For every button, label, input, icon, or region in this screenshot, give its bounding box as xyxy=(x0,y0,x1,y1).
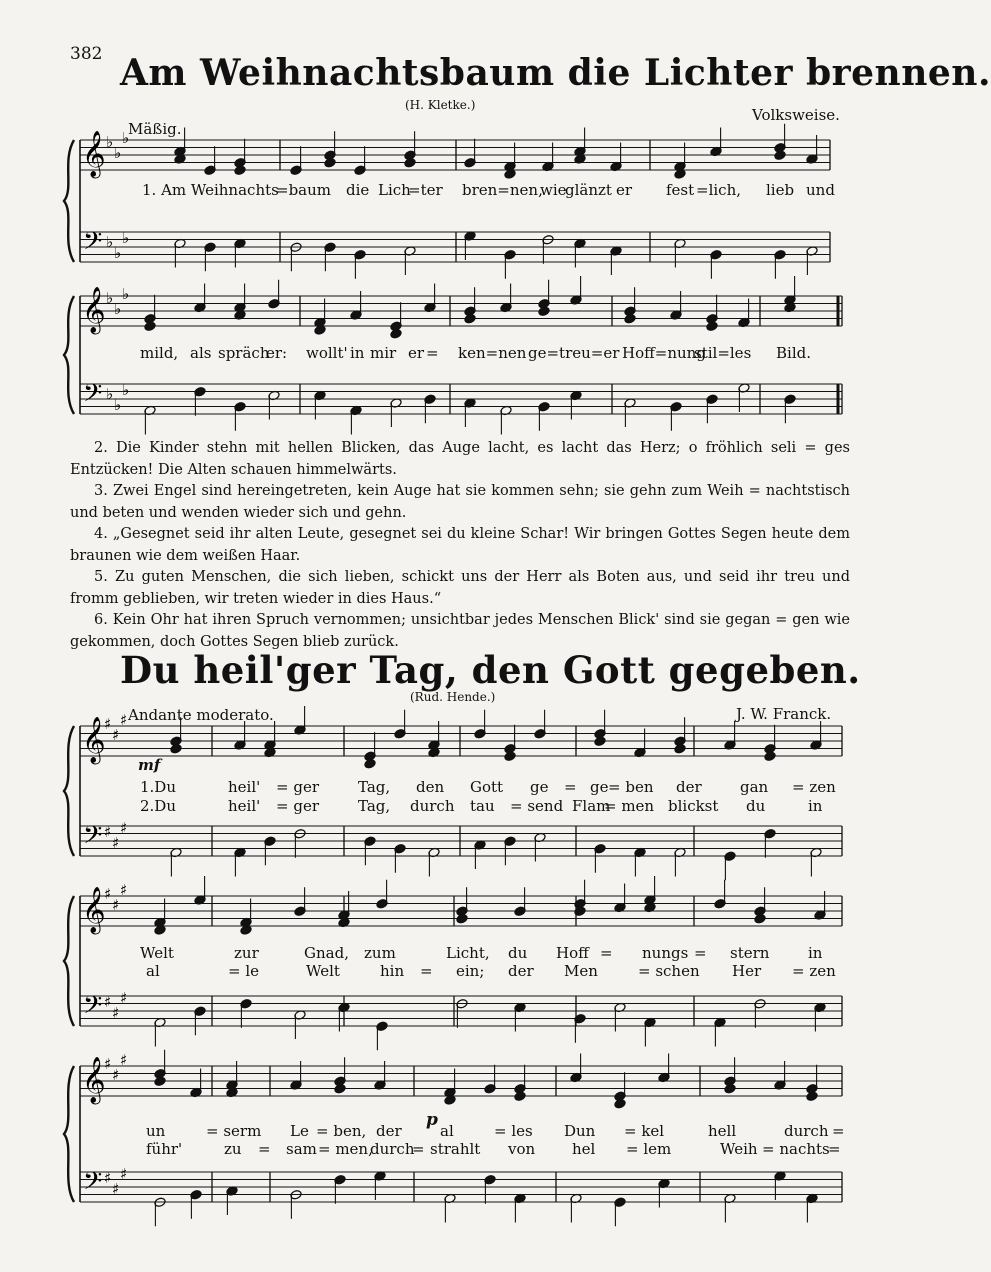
bass-clef: 𝄢 xyxy=(83,227,103,262)
lyric: zum xyxy=(364,944,396,962)
lyric: heil' xyxy=(228,797,261,815)
lyric: =lich, xyxy=(696,181,741,199)
lyric: glänzt xyxy=(565,181,612,199)
lyric: fest xyxy=(666,181,695,199)
key-signature: ♯ xyxy=(112,1180,120,1198)
note-head xyxy=(364,758,376,769)
treble-clef: 𝄞 xyxy=(82,1057,106,1103)
lyric: = xyxy=(832,1122,845,1140)
treble-clef: 𝄞 xyxy=(82,717,106,763)
lyric: ge xyxy=(590,778,609,796)
note-head xyxy=(170,743,182,754)
key-signature: ♭ xyxy=(114,244,122,262)
key-signature: ♯ xyxy=(112,896,120,914)
key-signature: ♭ xyxy=(122,129,130,147)
system-brace xyxy=(64,140,74,262)
lyric: heil' xyxy=(228,778,261,796)
note-head xyxy=(774,150,786,161)
song1-author: (H. Kletke.) xyxy=(405,98,476,112)
note-head xyxy=(334,1083,346,1094)
note-head xyxy=(456,913,468,924)
key-signature: ♯ xyxy=(112,1066,120,1084)
bass-clef: 𝄢 xyxy=(83,379,103,414)
lyric: Dun xyxy=(564,1122,596,1140)
lyric: 1.Du xyxy=(140,778,176,796)
lyric: Tag, xyxy=(358,778,391,796)
lyric: er: xyxy=(266,344,288,362)
lyric: 1. Am Weihnachts xyxy=(142,181,279,199)
lyric: hel xyxy=(572,1140,596,1158)
key-signature: ♭ xyxy=(122,381,130,399)
lyric: du xyxy=(746,797,766,815)
song2-title: Du heil'ger Tag, den Gott gegeben. xyxy=(120,648,861,692)
lyric: er xyxy=(616,181,633,199)
note-head xyxy=(514,1091,526,1102)
lyric: hin xyxy=(380,962,405,980)
lyric: der xyxy=(676,778,702,796)
lyric: stil=les xyxy=(694,344,752,362)
verse-4: 4. „Gesegnet seid ihr alten Leute, gesegnet sei du kleine Schar! Wir bringen Gottes Segen heute dem braunen wie dem weißen Haar. xyxy=(70,526,850,564)
lyric: zu xyxy=(224,1140,242,1158)
lyric: = le xyxy=(228,962,260,980)
lyric: er xyxy=(408,344,425,362)
lyric: in xyxy=(808,797,823,815)
key-signature: ♭ xyxy=(122,285,130,303)
song1-tempo: Mäßig. xyxy=(128,120,182,138)
lyric: zur xyxy=(234,944,259,962)
lyric: = xyxy=(420,962,433,980)
lyric: ken=nen xyxy=(458,344,527,362)
lyric: tau xyxy=(470,797,495,815)
song1-verses xyxy=(70,438,850,653)
bass-clef: 𝄢 xyxy=(83,991,103,1026)
key-signature: ♯ xyxy=(120,881,128,899)
lyric: sam xyxy=(286,1140,317,1158)
lyric: lieb xyxy=(766,181,795,199)
lyric: = zen xyxy=(792,778,836,796)
lyric: mild, xyxy=(140,344,179,362)
treble-clef: 𝄞 xyxy=(82,287,106,333)
lyric: in xyxy=(808,944,823,962)
lyric: = xyxy=(600,944,613,962)
lyric: = ger xyxy=(276,797,319,815)
key-signature: ♭ xyxy=(122,229,130,247)
note-head xyxy=(144,321,156,332)
key-signature: ♭ xyxy=(114,144,122,162)
song1-composer: Volksweise. xyxy=(752,106,840,124)
lyric: = les xyxy=(494,1122,533,1140)
note-head xyxy=(614,1098,626,1109)
note-head xyxy=(594,736,606,747)
key-signature: ♯ xyxy=(120,819,128,837)
lyric: bren=nen, xyxy=(462,181,543,199)
lyric: =baum xyxy=(276,181,331,199)
treble-clef: 𝄞 xyxy=(82,887,106,933)
lyric: = serm xyxy=(206,1122,262,1140)
lyric: Flam xyxy=(572,797,611,815)
note-head xyxy=(234,165,246,176)
note-head xyxy=(390,328,402,339)
lyric: Le xyxy=(290,1122,309,1140)
verse-2: 2. Die Kinder stehn mit hellen Blicken, das Auge lacht, es lacht das Herz; o fröhlich seli = ges Entzücken! Die Alten schauen himmelwärts. xyxy=(70,440,850,478)
lyric: Gott xyxy=(470,778,504,796)
lyric: = xyxy=(258,1140,271,1158)
lyric: Lich xyxy=(378,181,411,199)
note-head xyxy=(806,1091,818,1102)
lyric: ge xyxy=(530,778,549,796)
system-brace xyxy=(64,296,74,414)
lyric: in xyxy=(350,344,365,362)
lyric: = nachts xyxy=(762,1140,830,1158)
lyric: Her xyxy=(732,962,762,980)
lyric: stern xyxy=(730,944,770,962)
lyric: = ben, xyxy=(316,1122,367,1140)
key-signature: ♯ xyxy=(104,993,112,1011)
system-brace xyxy=(64,726,74,856)
key-signature: ♯ xyxy=(120,1165,128,1183)
key-signature: ♯ xyxy=(120,989,128,1007)
key-signature: ♯ xyxy=(112,726,120,744)
lyric: der xyxy=(508,962,534,980)
page-number: 382 xyxy=(70,44,103,64)
lyric: hell xyxy=(708,1122,737,1140)
note-head xyxy=(724,1083,736,1094)
lyric: mir xyxy=(370,344,397,362)
key-signature: ♯ xyxy=(120,711,128,729)
lyric: al xyxy=(440,1122,454,1140)
treble-clef: 𝄞 xyxy=(82,131,106,177)
note-head xyxy=(324,157,336,168)
note-head xyxy=(404,157,416,168)
lyric: = xyxy=(426,344,439,362)
key-signature: ♭ xyxy=(114,300,122,318)
lyric: durch xyxy=(784,1122,829,1140)
verse-3: 3. Zwei Engel sind hereingetreten, kein Auge hat sie kommen sehn; sie gehn zum Weih = nachtstisch und beten und wenden wieder sich und gehn. xyxy=(70,483,850,521)
key-signature: ♯ xyxy=(104,1169,112,1187)
key-signature: ♯ xyxy=(104,1055,112,1073)
lyric: durch xyxy=(410,797,455,815)
dynamic-mf: mf xyxy=(138,756,161,774)
lyric: = send xyxy=(510,797,564,815)
lyric: strahlt xyxy=(430,1140,481,1158)
lyric: den xyxy=(416,778,445,796)
lyric: = ben xyxy=(608,778,654,796)
key-signature: ♯ xyxy=(120,1051,128,1069)
key-signature: ♯ xyxy=(112,1004,120,1022)
lyric: = xyxy=(828,1140,841,1158)
key-signature: ♭ xyxy=(114,396,122,414)
lyric: wie xyxy=(540,181,567,199)
lyric: =ter xyxy=(408,181,443,199)
lyric: Men xyxy=(564,962,598,980)
note-head xyxy=(504,751,516,762)
lyric: Weih xyxy=(720,1140,758,1158)
lyric: führ' xyxy=(146,1140,183,1158)
lyric: die xyxy=(346,181,370,199)
lyric: wollt' xyxy=(306,344,348,362)
key-signature: ♯ xyxy=(104,715,112,733)
note-head xyxy=(706,321,718,332)
song1-title: Am Weihnachtsbaum die Lichter brennen. xyxy=(120,52,991,94)
lyric: der xyxy=(376,1122,402,1140)
lyric: Welt xyxy=(140,944,174,962)
lyric: gan xyxy=(740,778,769,796)
lyric: un xyxy=(146,1122,166,1140)
song2-tempo: Andante moderato. xyxy=(128,706,274,724)
lyric: Gnad, xyxy=(304,944,349,962)
key-signature: ♭ xyxy=(106,233,114,251)
key-signature: ♯ xyxy=(104,823,112,841)
key-signature: ♭ xyxy=(106,289,114,307)
dynamic-p: p xyxy=(426,1110,438,1130)
lyric: spräch xyxy=(218,344,270,362)
note-head xyxy=(538,306,550,317)
lyric: al xyxy=(146,962,160,980)
lyric: du xyxy=(508,944,528,962)
key-signature: ♭ xyxy=(106,385,114,403)
lyric: durch xyxy=(370,1140,415,1158)
lyric: = xyxy=(412,1140,425,1158)
lyric: = lem xyxy=(626,1140,672,1158)
note-head xyxy=(764,751,776,762)
note-head xyxy=(754,913,766,924)
lyric: Hoff xyxy=(556,944,589,962)
note-head xyxy=(674,743,686,754)
lyric: ein; xyxy=(456,962,485,980)
lyric: = zen xyxy=(792,962,836,980)
lyric: Tag, xyxy=(358,797,391,815)
lyric: 2.Du xyxy=(140,797,176,815)
lyric: = men xyxy=(604,797,655,815)
lyric: = xyxy=(694,944,707,962)
lyric: Bild. xyxy=(776,344,811,362)
note-head xyxy=(624,313,636,324)
verse-6: 6. Kein Ohr hat ihren Spruch vernommen; unsichtbar jedes Menschen Blick' sind sie gegan = gen wie gekommen, doch Gottes Segen blieb zurück. xyxy=(70,612,850,650)
bass-clef: 𝄢 xyxy=(83,1167,103,1202)
lyric: nungs xyxy=(642,944,689,962)
system-brace xyxy=(64,896,74,1026)
lyric: und xyxy=(806,181,835,199)
key-signature: ♯ xyxy=(112,834,120,852)
lyric: blickst xyxy=(668,797,719,815)
lyric: Licht, xyxy=(446,944,490,962)
lyric: = schen xyxy=(638,962,700,980)
key-signature: ♭ xyxy=(106,133,114,151)
bass-clef: 𝄢 xyxy=(83,821,103,856)
lyric: Welt xyxy=(306,962,340,980)
lyric: = men, xyxy=(318,1140,373,1158)
lyric: als xyxy=(190,344,212,362)
lyric: Hoff=nung xyxy=(622,344,706,362)
verse-5: 5. Zu guten Menschen, die sich lieben, schickt uns der Herr als Boten aus, und seid ihr treu und fromm geblieben, wir treten wieder in dies Haus.“ xyxy=(70,569,850,607)
lyric: von xyxy=(508,1140,536,1158)
note-head xyxy=(154,1076,166,1087)
song2-composer: J. W. Franck. xyxy=(736,705,832,723)
lyric: = xyxy=(564,778,577,796)
system-brace xyxy=(64,1066,74,1202)
song2-author: (Rud. Hende.) xyxy=(410,690,496,704)
key-signature: ♯ xyxy=(104,885,112,903)
note-head xyxy=(464,313,476,324)
lyric: = ger xyxy=(276,778,319,796)
lyric: ge=treu=er xyxy=(528,344,620,362)
lyric: = kel xyxy=(624,1122,665,1140)
